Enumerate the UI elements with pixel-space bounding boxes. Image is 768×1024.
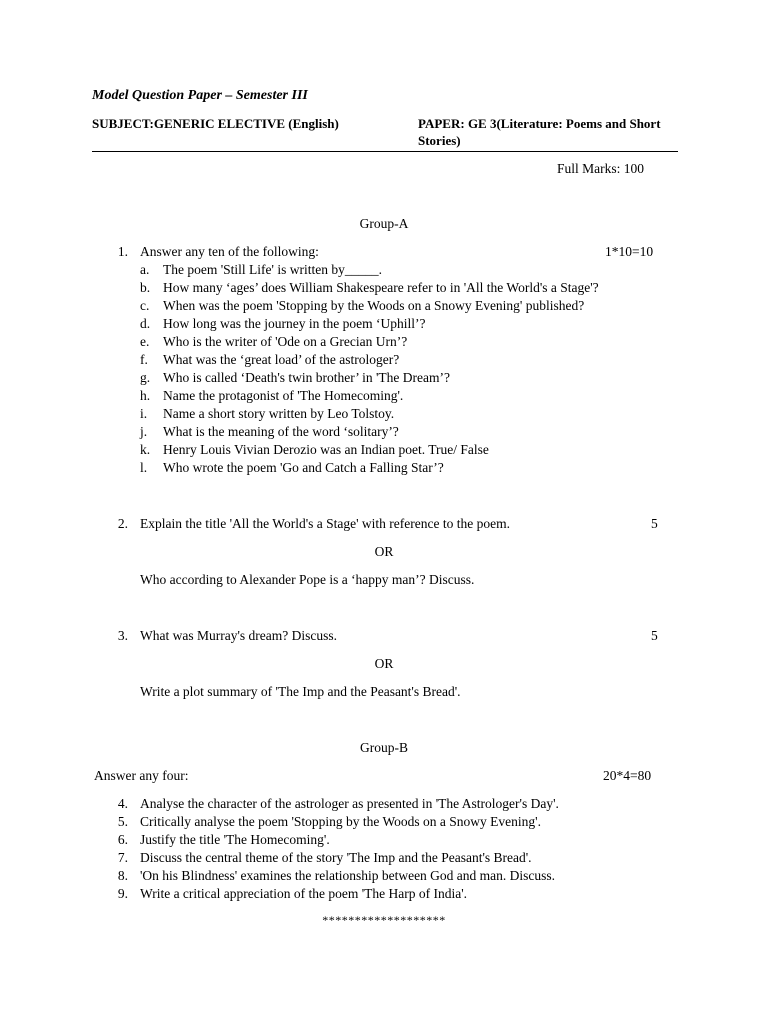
full-marks: Full Marks: 100 <box>557 161 645 176</box>
group-b-marks: 20*4=80 <box>603 768 652 783</box>
subject-line: SUBJECT:GENERIC ELECTIVE (English) <box>92 116 339 131</box>
question-number: 3. <box>117 628 128 643</box>
sub-item-label: g. <box>140 370 151 385</box>
question-number: 1. <box>117 244 128 259</box>
sub-item-label: k. <box>140 442 151 457</box>
sub-item-text: The poem 'Still Life' is written by_____. <box>163 262 382 277</box>
sub-item-label: i. <box>140 406 148 421</box>
sub-item-label: a. <box>140 262 150 277</box>
sub-item-text: What is the meaning of the word ‘solitary’? <box>163 424 399 439</box>
sub-item-text: Who is called ‘Death's twin brother’ in 'The Dream’? <box>163 370 451 385</box>
question-3-or: OR <box>374 656 394 671</box>
question-2-text: Explain the title 'All the World's a Stage' with reference to the poem. <box>140 516 510 531</box>
sub-item-label: h. <box>140 388 151 403</box>
sub-item-label: b. <box>140 280 151 295</box>
question-text: Write a critical appreciation of the poem 'The Harp of India'. <box>140 886 468 901</box>
header-divider <box>92 151 678 152</box>
question-number: 7. <box>117 850 128 865</box>
question-number: 9. <box>117 886 128 901</box>
sub-item-text: Name a short story written by Leo Tolstoy. <box>163 406 395 421</box>
sub-item-text: When was the poem 'Stopping by the Woods on a Snowy Evening' published? <box>163 298 585 313</box>
question-text: Critically analyse the poem 'Stopping by the Woods on a Snowy Evening'. <box>140 814 541 829</box>
group-b-instruction: Answer any four: <box>94 768 189 783</box>
sub-item-label: c. <box>140 298 150 313</box>
question-3-text: What was Murray's dream? Discuss. <box>140 628 338 643</box>
question-number: 5. <box>117 814 128 829</box>
sub-item-label: j. <box>140 424 148 439</box>
sub-item-label: d. <box>140 316 151 331</box>
question-number: 2. <box>117 516 128 531</box>
group-a-heading: Group-A <box>359 216 409 231</box>
question-text: Analyse the character of the astrologer as presented in 'The Astrologer's Day'. <box>140 796 559 811</box>
paper-line: PAPER: GE 3(Literature: Poems and Short Stories) <box>418 116 661 148</box>
question-1-marks: 1*10=10 <box>605 244 654 259</box>
end-of-paper-stars: ******************* <box>322 913 446 927</box>
question-text: Discuss the central theme of the story 'The Imp and the Peasant's Bread'. <box>140 850 532 865</box>
sub-item-text: How many ‘ages’ does William Shakespeare refer to in 'All the World's a Stage'? <box>163 280 599 295</box>
question-number: 4. <box>117 796 128 811</box>
question-2-marks: 5 <box>651 516 658 531</box>
sub-item-text: Name the protagonist of 'The Homecoming'. <box>163 388 404 403</box>
group-b-heading: Group-B <box>360 740 408 755</box>
question-2-or: OR <box>374 544 394 559</box>
sub-item-text: Who is the writer of 'Ode on a Grecian Urn’? <box>163 334 408 349</box>
paper-title: Model Question Paper – Semester III <box>92 88 308 103</box>
question-2-alternative: Who according to Alexander Pope is a ‘happy man’? Discuss. <box>140 572 475 587</box>
question-3-marks: 5 <box>651 628 658 643</box>
question-number: 8. <box>117 868 128 883</box>
question-text: Justify the title 'The Homecoming'. <box>140 832 330 847</box>
question-3-alternative: Write a plot summary of 'The Imp and the Peasant's Bread'. <box>140 684 461 699</box>
sub-item-label: l. <box>140 460 148 475</box>
question-1-text: Answer any ten of the following: <box>140 244 319 259</box>
sub-item-label: f. <box>140 352 148 367</box>
question-number: 6. <box>117 832 128 847</box>
sub-item-text: How long was the journey in the poem ‘Uphill’? <box>163 316 426 331</box>
sub-item-text: What was the ‘great load’ of the astrologer? <box>163 352 400 367</box>
sub-item-label: e. <box>140 334 150 349</box>
sub-item-text: Who wrote the poem 'Go and Catch a Falling Star’? <box>163 460 444 475</box>
question-text: 'On his Blindness' examines the relationship between God and man. Discuss. <box>140 868 556 883</box>
sub-item-text: Henry Louis Vivian Derozio was an Indian poet. True/ False <box>163 442 489 457</box>
